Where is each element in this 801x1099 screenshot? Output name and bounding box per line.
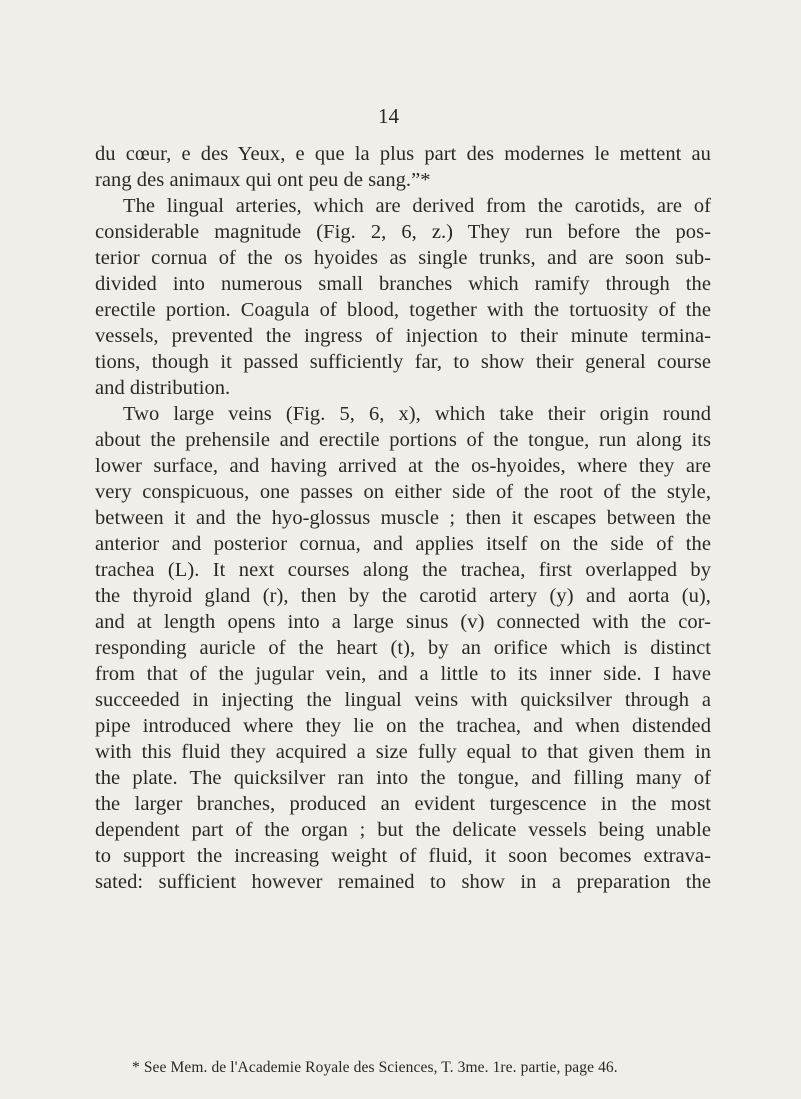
text-line: trachea (L). It next courses along the trachea, first overlapped by <box>95 559 711 581</box>
text-line: vessels, prevented the ingress of injection to their minute termina- <box>95 325 711 347</box>
text-line: and at length opens into a large sinus (v) connected with the cor- <box>95 611 711 633</box>
page-number: 14 <box>378 104 399 128</box>
text-line: considerable magnitude (Fig. 2, 6, z.) They run before the pos- <box>95 221 711 243</box>
text-line: succeeded in injecting the lingual veins with quicksilver through a <box>95 689 711 711</box>
text-line: terior cornua of the os hyoides as single trunks, and are soon sub- <box>95 247 711 269</box>
text-line: sated: sufficient however remained to show in a preparation the <box>95 871 711 893</box>
text-line: anterior and posterior cornua, and applies itself on the side of the <box>95 533 711 555</box>
footnote: * See Mem. de l'Academie Royale des Sciences, T. 3me. 1re. partie, page 46. <box>132 1059 618 1076</box>
text-line: the plate. The quicksilver ran into the tongue, and filling many of <box>95 767 711 789</box>
text-line: with this fluid they acquired a size fully equal to that given them in <box>95 741 711 763</box>
text-line: from that of the jugular vein, and a little to its inner side. I have <box>95 663 711 685</box>
text-line: about the prehensile and erectile portions of the tongue, run along its <box>95 429 711 451</box>
text-line: divided into numerous small branches which ramify through the <box>95 273 711 295</box>
text-line: to support the increasing weight of fluid, it soon becomes extrava- <box>95 845 711 867</box>
text-line: pipe introduced where they lie on the trachea, and when distended <box>95 715 711 737</box>
text-line: lower surface, and having arrived at the os-hyoides, where they are <box>95 455 711 477</box>
paragraph-start-line: Two large veins (Fig. 5, 6, x), which take their origin round <box>123 403 711 425</box>
text-line: du cœur, e des Yeux, e que la plus part des modernes le mettent au <box>95 143 711 165</box>
text-line: erectile portion. Coagula of blood, together with the tortuosity of the <box>95 299 711 321</box>
paragraph-start-line: The lingual arteries, which are derived from the carotids, are of <box>123 195 711 217</box>
text-line: rang des animaux qui ont peu de sang.”* <box>95 169 431 191</box>
text-line: and distribution. <box>95 377 231 399</box>
text-line: the thyroid gland (r), then by the carotid artery (y) and aorta (u), <box>95 585 711 607</box>
text-line: between it and the hyo-glossus muscle ; then it escapes between the <box>95 507 711 529</box>
text-line: very conspicuous, one passes on either side of the root of the style, <box>95 481 711 503</box>
text-line: tions, though it passed sufficiently far, to show their general course <box>95 351 711 373</box>
text-line: responding auricle of the heart (t), by an orifice which is distinct <box>95 637 711 659</box>
text-line: dependent part of the organ ; but the delicate vessels being unable <box>95 819 711 841</box>
text-line: the larger branches, produced an evident turgescence in the most <box>95 793 711 815</box>
